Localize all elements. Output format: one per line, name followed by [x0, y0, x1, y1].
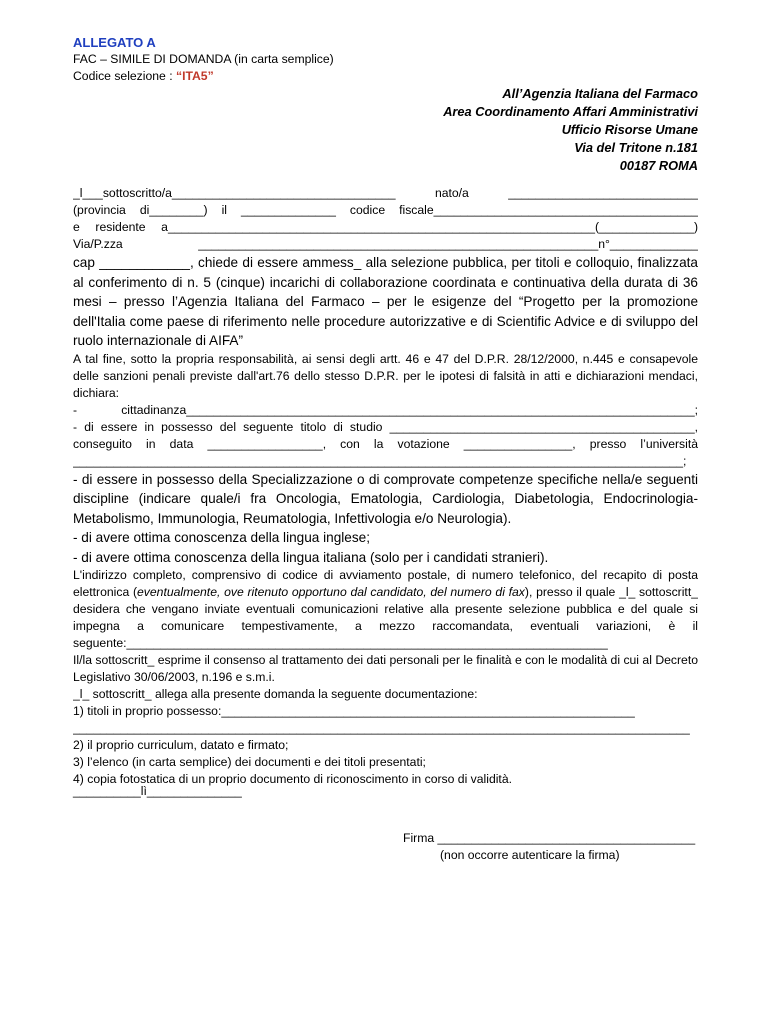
codice-selezione: Codice selezione : “ITA5”	[73, 69, 214, 83]
english-knowledge: - di avere ottima conoscenza della lingua inglese;	[73, 530, 370, 545]
codice-value: “ITA5”	[175, 69, 214, 83]
address-line: 00187 ROMA	[619, 158, 698, 173]
attachment-id-copy: 4) copia fotostatica di un proprio documento di riconoscimento in corso di validità.	[73, 772, 512, 786]
address-line: Via del Tritone n.181	[574, 140, 698, 155]
degree-date-line: conseguito in data _________________, con la votazione ________________, presso l’università	[73, 436, 698, 451]
attachment-titles-continued: ___________________________________________________________________________________________	[73, 721, 690, 735]
signature-line: Firma ______________________________________	[403, 831, 696, 845]
attachment-titles: 1) titoli in proprio possesso:_____________________________________________________________	[73, 704, 635, 718]
signature-block	[403, 830, 695, 864]
applicant-street-line: Via/P.zza ___________________________________________________________n°_____________	[73, 237, 698, 251]
attachments-intro: _l_ sottoscritt_ allega alla presente domanda la seguente documentazione:	[73, 687, 478, 701]
address-line: Ufficio Risorse Umane	[561, 122, 698, 137]
request-paragraph: cap ____________, chiede di essere ammess_ alla selezione pubblica, per titoli e colloquio, finalizzata al conferimento di n. 5 (cinque) incarichi di collaborazione coordinata e continuativa della durata di 36 mesi – presso l’Agenzia Italiana del Farmaco – per le esigenze del “Progetto per la promozione dell'Italia come paese di riferimento nelle procedure autorizzative e di Scientific Advice e di sviluppo del ruolo internazionale di AIFA”	[73, 255, 698, 348]
citizenship-line: - cittadinanza___________________________________________________________________________;	[73, 402, 698, 417]
fac-simile-title: FAC – SIMILE DI DOMANDA (in carta semplice)	[73, 52, 334, 66]
declaration-intro: A tal fine, sotto la propria responsabilità, ai sensi degli artt. 46 e 47 del D.P.R. 28/12/2000, n.445 e consapevole delle sanzioni penali previste dall'art.76 dello stesso D.P.R. per le ipotesi di falsità in atti e dichiarazioni mendaci, dichiara:	[73, 351, 698, 400]
specialization-paragraph: - di essere in possesso della Specializzazione o di comprovate competenze specifiche nella/e seguenti discipline (indicare quale/i fra Oncologia, Ematologia, Cardiologia, Diabetologia, Endocrinologia-Metabolismo, Immunologia, Reumatologia, Infettivologia e/o Neurologia).	[73, 471, 698, 526]
italian-knowledge: - di avere ottima conoscenza della lingua italiana (solo per i candidati stranieri).	[73, 549, 549, 565]
place-date-field: __________lì______________	[73, 784, 242, 798]
recipient-address	[73, 85, 698, 175]
applicant-residence-line: e residente a_______________________________________________________________(______________)	[73, 220, 698, 234]
address-line: Area Coordinamento Affari Amministrativi	[443, 104, 698, 119]
attachment-curriculum: 2) il proprio curriculum, datato e firmato;	[73, 738, 289, 752]
signature-note: (non occorre autenticare la firma)	[440, 848, 620, 862]
applicant-birth-line: (provincia di________) il ______________ codice fiscale_______________________________________	[73, 203, 698, 217]
university-line: __________________________________________________________________________________________;	[73, 453, 687, 468]
address-line: All’Agenzia Italiana del Farmaco	[502, 86, 698, 101]
allegato-heading: ALLEGATO A	[73, 35, 156, 50]
attachment-list: 3) l’elenco (in carta semplice) dei documenti e dei titoli presentati;	[73, 755, 426, 769]
applicant-name-line: _l___sottoscritto/a_________________________________ nato/a ____________________________	[73, 186, 698, 200]
document-page	[73, 34, 698, 788]
privacy-consent: Il/la sottoscritt_ esprime il consenso al trattamento dei dati personali per le finalità e con le modalità di cui al Decreto Legislativo 30/06/2003, n.196 e s.m.i.	[73, 653, 698, 684]
degree-line: - di essere in possesso del seguente titolo di studio _____________________________________________,	[73, 419, 698, 434]
contact-address-paragraph: L'indirizzo completo, comprensivo di codice di avviamento postale, di numero telefonico, del recapito di posta elettronica (eventualmente, ove ritenuto opportuno dal candidato, del numero di fax), presso il quale _l_ sottoscritt_ desidera che vengano inviate eventuali comunicazioni relative alla presente selezione pubblica e del quale si impegna a comunicare tempestivamente, a mezzo raccomandata, eventuali variazioni, è il seguente:_______________________________________________________________________	[73, 568, 698, 650]
